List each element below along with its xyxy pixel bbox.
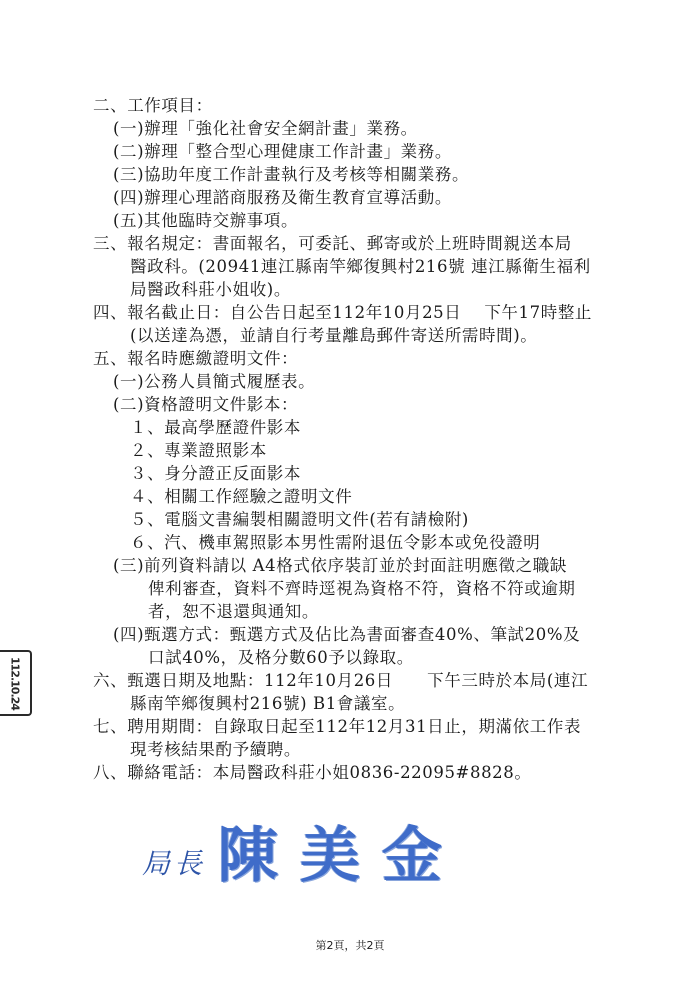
list-item: (四)甄選方式：甄選方式及佔比為書面審查40%、筆試20%及 <box>113 625 581 644</box>
list-item: (四)辦理心理諮商服務及衛生教育宣導活動。 <box>113 188 452 207</box>
paragraph-line: 局醫政科莊小姐收)。 <box>130 280 291 299</box>
paragraph-line: 口試40%，及格分數60予以錄取。 <box>148 648 414 667</box>
section-3-heading: 三、報名規定：書面報名，可委託、郵寄或於上班時間親送本局 <box>93 234 572 253</box>
sub-list-item: ３、身分證正反面影本 <box>130 464 301 483</box>
signature-title: 局長 <box>142 847 207 880</box>
paragraph-line: 俾利審查，資料不齊時逕視為資格不符，資格不符或逾期 <box>148 579 576 598</box>
section-8-heading: 八、聯絡電話：本局醫政科莊小姐0836-22095#8828。 <box>93 763 532 782</box>
list-item: (一)公務人員簡式履歷表。 <box>113 372 316 391</box>
paragraph-line: 縣南竿鄉復興村216號) B1會議室。 <box>130 694 406 713</box>
paragraph-line: (以送達為憑，並請自行考量離島郵件寄送所需時間)。 <box>130 326 538 345</box>
section-2-heading: 二、工作項目： <box>93 96 213 115</box>
paragraph-line: 醫政科。(20941連江縣南竿鄉復興村216號 連江縣衛生福利 <box>130 257 591 276</box>
date-stamp-text: 112.10.24 <box>8 656 22 710</box>
sub-list-item: ４、相關工作經驗之證明文件 <box>130 487 353 506</box>
section-5-heading: 五、報名時應繳證明文件： <box>93 349 299 368</box>
sub-list-item: ２、專業證照影本 <box>130 441 267 460</box>
list-item: (五)其他臨時交辦事項。 <box>113 211 299 230</box>
section-6-heading: 六、甄選日期及地點：112年10月26日 下午三時於本局(連江 <box>93 671 589 690</box>
list-item: (二)資格證明文件影本： <box>113 395 299 414</box>
list-item: (一)辦理「強化社會安全網計畫」業務。 <box>113 119 418 138</box>
paragraph-line: 者，恕不退還與通知。 <box>148 602 319 621</box>
list-item: (三)協助年度工作計畫執行及考核等相關業務。 <box>113 165 470 184</box>
paragraph-line: 現考核結果酌予續聘。 <box>130 740 301 759</box>
list-item: (三)前列資料請以 A4格式依序裝訂並於封面註明應徵之職缺 <box>113 556 567 575</box>
sub-list-item: ５、電腦文書編製相關證明文件(若有請檢附) <box>130 510 469 529</box>
page-footer: 第2頁，共2頁 <box>315 939 385 952</box>
section-4-heading: 四、報名截止日：自公告日起至112年10月25日 下午17時整止 <box>93 303 593 322</box>
date-stamp <box>0 650 32 716</box>
sub-list-item: ６、汽、機車駕照影本男性需附退伍令影本或免役證明 <box>130 533 541 552</box>
list-item: (二)辦理「整合型心理健康工作計畫」業務。 <box>113 142 452 161</box>
section-7-heading: 七、聘用期間：自錄取日起至112年12月31日止，期滿依工作表 <box>93 717 582 736</box>
signature-name: 陳美金 <box>218 821 464 891</box>
sub-list-item: １、最高學歷證件影本 <box>130 418 301 437</box>
